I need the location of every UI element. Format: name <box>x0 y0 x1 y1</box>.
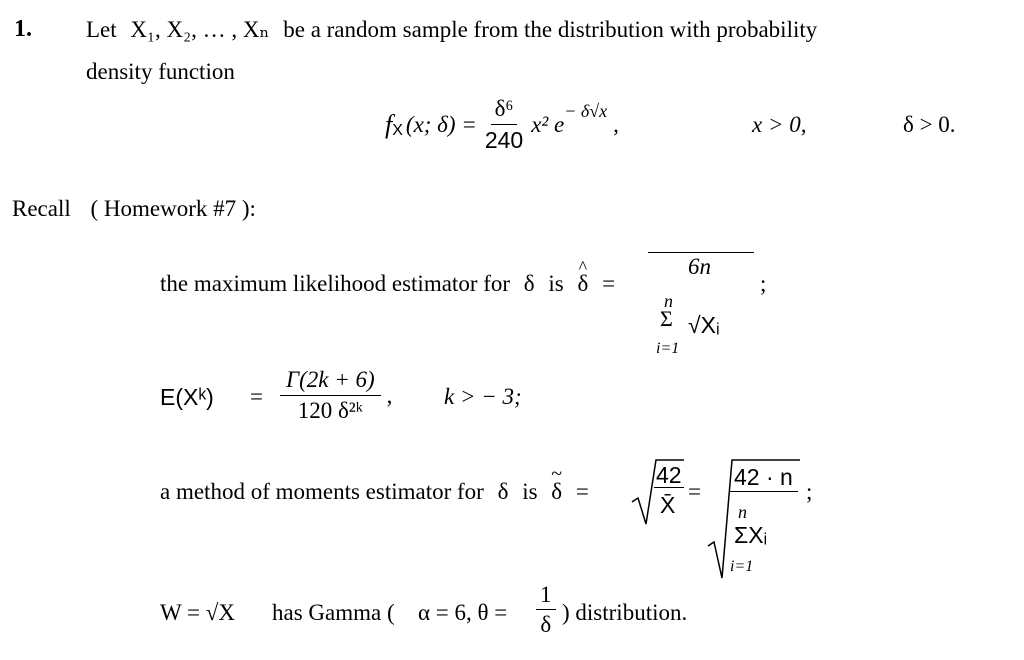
pdf-condition-x: x > 0, <box>752 112 807 137</box>
mme-text-a: a method of moments estimator for <box>160 479 484 504</box>
moment-condition: k > − 3; <box>444 384 522 409</box>
mme-frac2-sum-top: n <box>738 502 747 522</box>
pdf-body: x² e <box>531 112 565 137</box>
mle-is: is <box>548 271 564 296</box>
intro-let: Let <box>86 17 117 42</box>
moment-frac <box>280 367 381 424</box>
mme-frac1-denominator: X̄ <box>660 492 676 518</box>
recall-heading <box>12 196 256 222</box>
recall-label: Recall <box>12 196 71 221</box>
gamma-text: has Gamma ( <box>272 600 395 625</box>
intro-rest: be a random sample from the distribution with probability <box>283 17 818 42</box>
moment-lhs: E(Xᵏ) <box>160 384 214 410</box>
gamma-denominator: δ <box>540 612 552 637</box>
mme-frac2-sum-bottom: i=1 <box>730 558 754 575</box>
mle-delta: δ <box>523 271 535 296</box>
mle-sum-bottom: i=1 <box>656 340 680 357</box>
mle-equals: = <box>602 271 616 296</box>
mme-frac2-bar <box>730 491 798 492</box>
gamma-end: ) distribution. <box>562 600 688 625</box>
gamma-frac <box>536 582 556 638</box>
mme-equals-1: = <box>575 479 589 504</box>
intro-line-1 <box>86 17 817 43</box>
pdf-condition-delta: δ > 0. <box>903 112 956 137</box>
problem-number: 1. <box>14 16 32 42</box>
pdf-denominator: 240 <box>484 127 524 153</box>
pdf-formula <box>385 94 619 156</box>
mme-text <box>160 479 589 505</box>
mle-text-a: the maximum likelihood estimator for <box>160 271 511 296</box>
mle-sqrt-x: √Xᵢ <box>688 312 720 338</box>
gamma-lhs: W = √X <box>160 600 235 625</box>
mme-frac1-numerator: 42 <box>656 462 682 488</box>
gamma-fraction <box>536 582 556 638</box>
moment-comma: , <box>386 382 393 408</box>
pdf-fraction <box>481 96 527 154</box>
moment-numerator: Γ(2k + 6) <box>280 367 381 396</box>
moment-fraction <box>280 367 392 424</box>
mme-is: is <box>522 479 538 504</box>
mme-frac2-sum: ΣXᵢ <box>734 522 768 548</box>
mle-numerator: 6n <box>688 254 711 279</box>
mme-delta-tilde: ~ δ <box>551 479 562 505</box>
mle-semicolon: ; <box>760 271 767 296</box>
gamma-params: α = 6, θ = <box>418 600 508 625</box>
mle-delta-hat: ^ δ <box>577 271 588 297</box>
mme-semicolon: ; <box>806 479 813 504</box>
mle-text <box>160 271 615 297</box>
mme-equals-2: = <box>688 479 701 504</box>
mle-sum-sign: Σ <box>660 306 673 331</box>
pdf-args: (x; δ) = <box>405 112 477 137</box>
mme-frac2-numerator: 42 · n <box>734 464 793 490</box>
pdf-f: f <box>385 110 393 139</box>
pdf-f-subscript: X <box>392 122 403 139</box>
intro-vars: X₁, X₂, … , Xₙ <box>130 17 270 42</box>
recall-homework: ( Homework #7 ): <box>90 196 256 221</box>
mme-delta: δ <box>497 479 509 504</box>
pdf-exponent: − δ√x <box>564 100 608 121</box>
moment-denominator: 120 δ²ᵏ <box>297 398 363 423</box>
pdf-numerator: δ⁶ <box>491 96 518 125</box>
intro-line-2: density function <box>86 59 235 84</box>
gamma-numerator: 1 <box>536 582 556 610</box>
mle-fraction-bar <box>648 252 754 253</box>
pdf-comma: , <box>613 112 619 137</box>
moment-equals: = <box>250 384 263 409</box>
mle-sum-top: n <box>664 291 673 311</box>
